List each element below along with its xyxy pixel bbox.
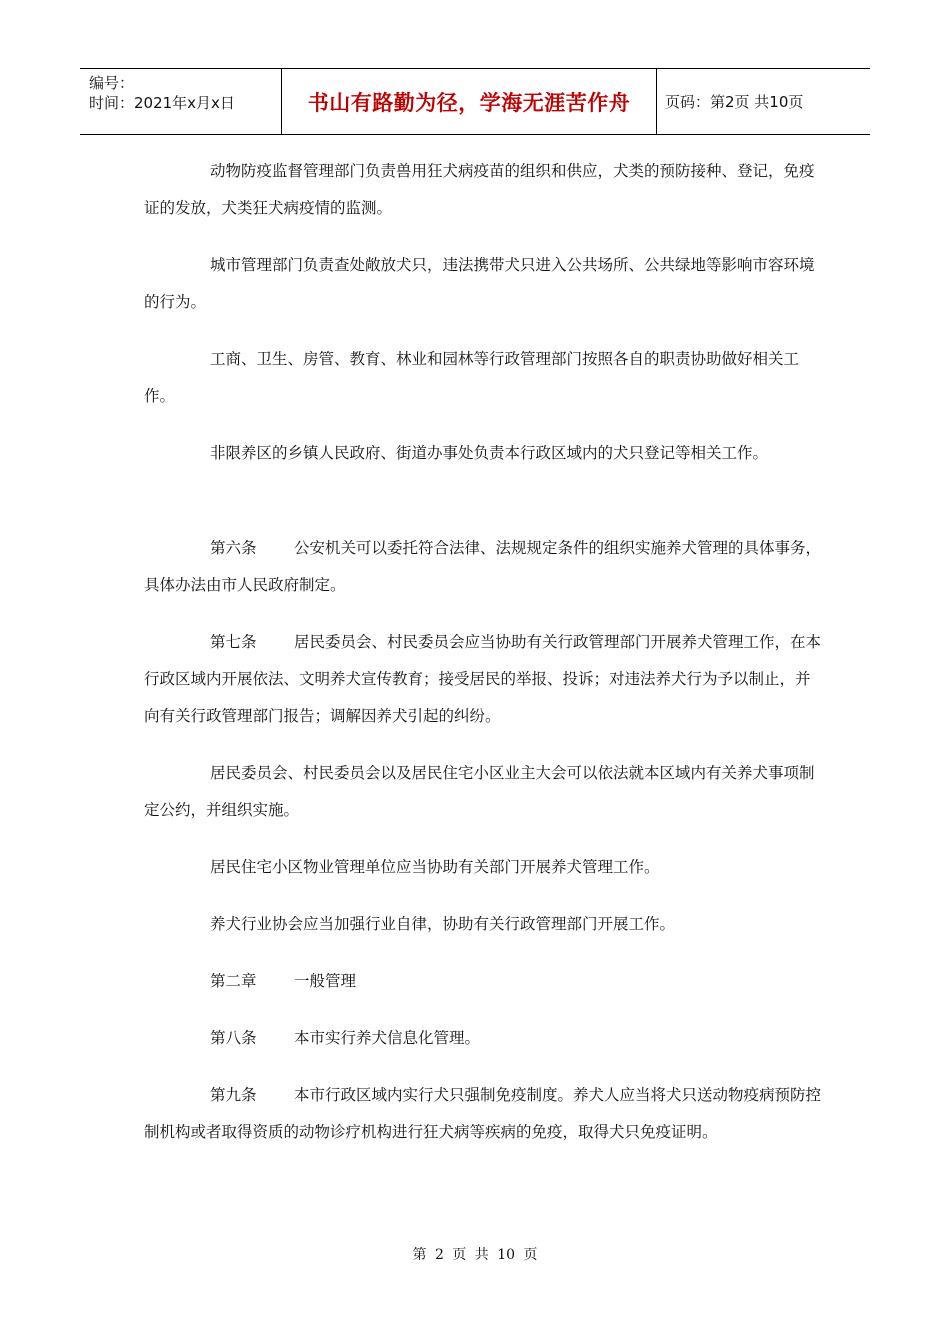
paragraph: 非限养区的乡镇人民政府、街道办事处负责本行政区域内的犬只登记等相关工作。 xyxy=(210,444,769,462)
article-9 xyxy=(144,1077,824,1151)
chapter-2-heading xyxy=(144,963,824,1000)
spacer xyxy=(144,492,824,530)
article-label: 第七条 xyxy=(210,633,257,651)
paragraph: 城市管理部门负责查处敞放犬只，违法携带犬只进入公共场所、公共绿地等影响市容环境的行为。 xyxy=(144,256,815,311)
article-text: 本市实行养犬信息化管理。 xyxy=(294,1029,481,1047)
date-label: 时间：2021年x月x日 xyxy=(89,94,235,112)
article-text: 公安机关可以委托符合法律、法规规定条件的组织实施养犬管理的具体事务，具体办法由市人民政府制定。 xyxy=(144,539,822,594)
article-8 xyxy=(144,1020,824,1057)
chapter-label: 第二章 xyxy=(210,972,257,990)
article-label: 第六条 xyxy=(210,539,257,557)
header-motto: 书山有路勤为径，学海无涯苦作舟 xyxy=(282,69,657,134)
paragraph: 居民委员会、村民委员会以及居民住宅小区业主大会可以依法就本区域内有关养犬事项制定公约，并组织实施。 xyxy=(144,764,815,819)
paragraph: 工商、卫生、房管、教育、林业和园林等行政管理部门按照各自的职责协助做好相关工作。 xyxy=(144,350,800,405)
article-6 xyxy=(144,530,824,604)
article-text: 居民委员会、村民委员会应当协助有关行政管理部门开展养犬管理工作，在本行政区域内开展依法、文明养犬宣传教育；接受居民的举报、投诉；对违法养犬行为予以制止，并向有关行政管理部门报告；调解因养犬引起的纠纷。 xyxy=(144,633,822,725)
article-label: 第九条 xyxy=(210,1086,257,1104)
chapter-title: 一般管理 xyxy=(294,972,357,990)
article-label: 第八条 xyxy=(210,1029,257,1047)
header-meta xyxy=(80,69,282,134)
document-body xyxy=(144,153,824,1171)
page-header xyxy=(80,68,870,135)
header-page-info: 页码：第2页 共10页 xyxy=(665,93,804,111)
paragraph: 居民住宅小区物业管理单位应当协助有关部门开展养犬管理工作。 xyxy=(210,858,660,876)
number-label: 编号： xyxy=(89,74,135,92)
paragraph: 动物防疫监督管理部门负责兽用狂犬病疫苗的组织和供应，犬类的预防接种、登记，免疫证的发放，犬类狂犬病疫情的监测。 xyxy=(144,162,815,217)
article-7 xyxy=(144,624,824,735)
page-footer: 第 2 页 共 10 页 xyxy=(412,1247,538,1263)
article-text: 本市行政区域内实行犬只强制免疫制度。养犬人应当将犬只送动物疫病预防控制机构或者取得资质的动物诊疗机构进行狂犬病等疾病的免疫，取得犬只免疫证明。 xyxy=(144,1086,822,1141)
paragraph: 养犬行业协会应当加强行业自律，协助有关行政管理部门开展工作。 xyxy=(210,915,676,933)
